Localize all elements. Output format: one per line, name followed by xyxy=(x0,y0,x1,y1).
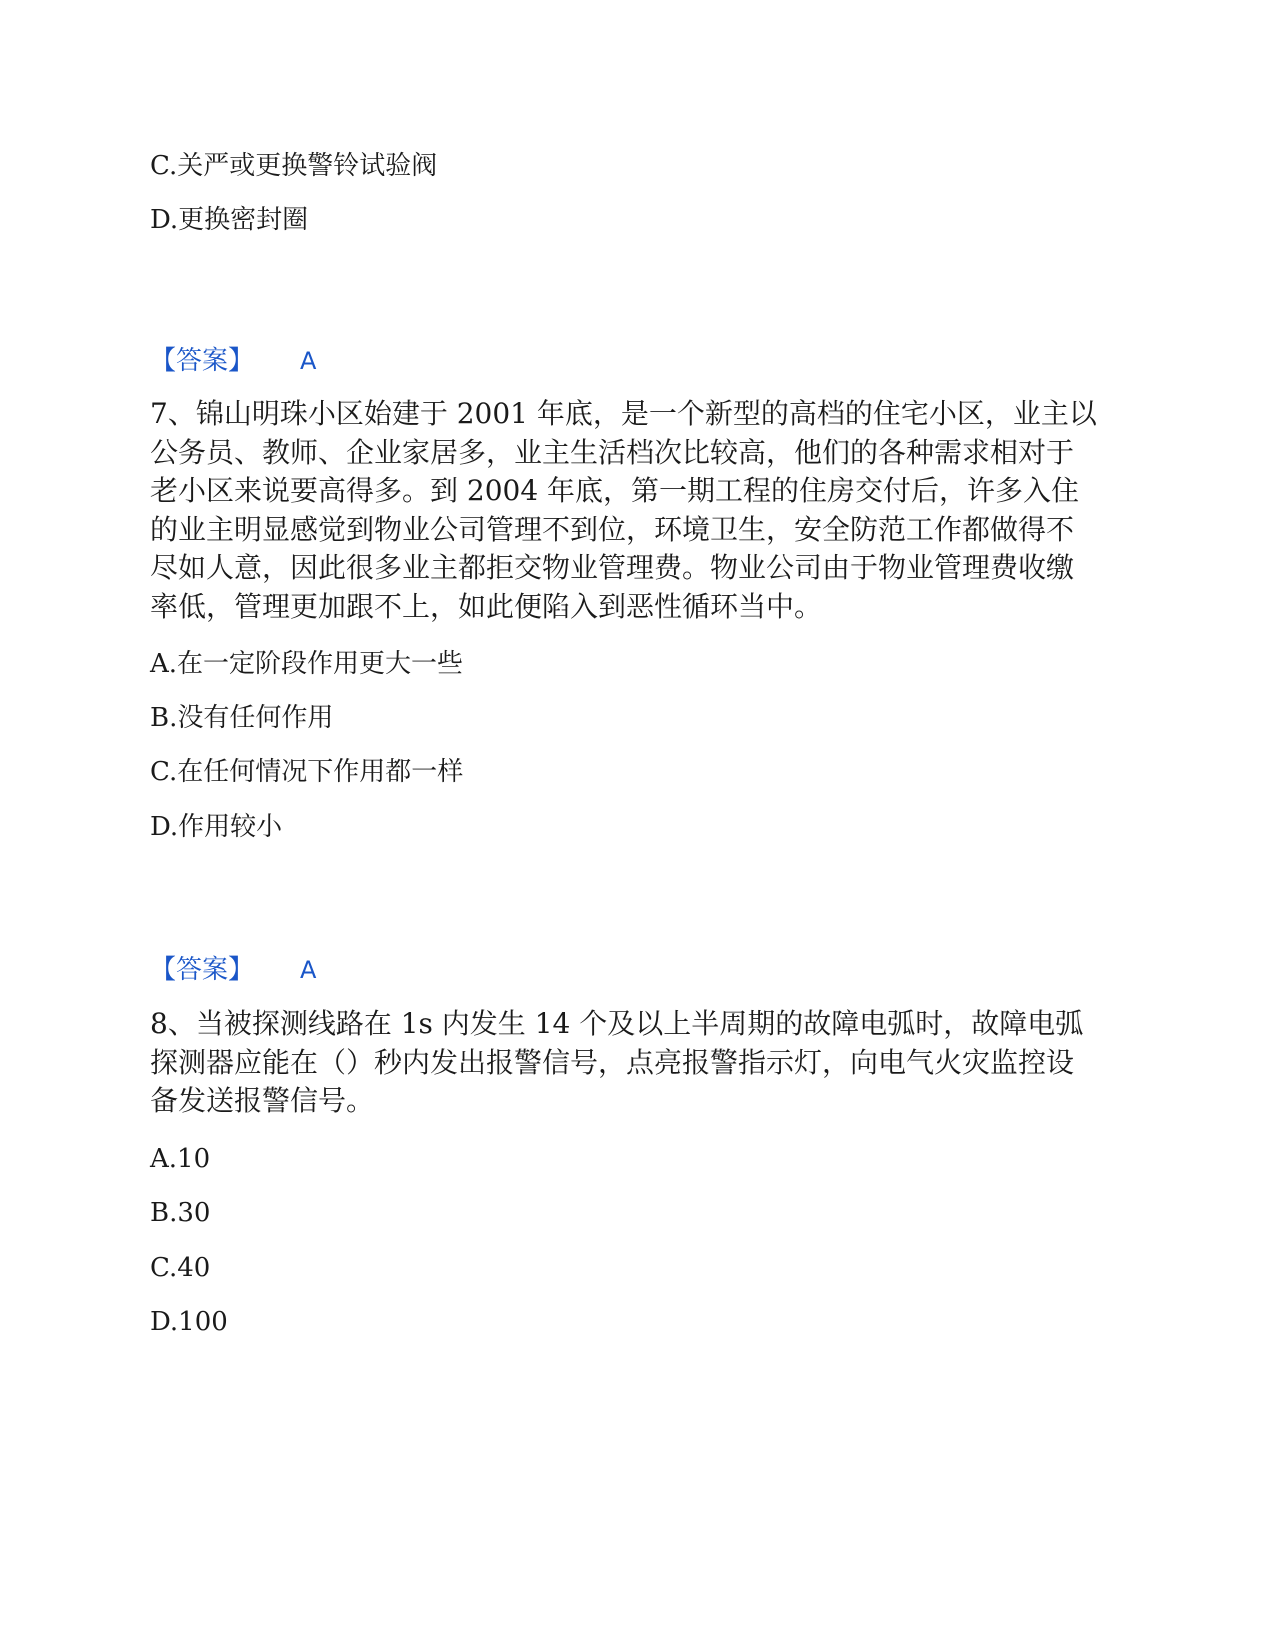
answer-label: 【答案】 xyxy=(150,346,255,376)
q7-line: 率低，管理更加跟不上，如此便陷入到恶性循环当中。 xyxy=(150,589,823,623)
answer-value: A xyxy=(300,347,317,375)
q6-option-d: D.更换密封圈 xyxy=(150,205,309,235)
answer-label: 【答案】 xyxy=(150,955,255,985)
q7-question-text xyxy=(150,395,1110,626)
answer-value: A xyxy=(300,956,317,984)
q6-option-c: C.关严或更换警铃试验阀 xyxy=(150,151,438,181)
q8-option-a: A.10 xyxy=(150,1144,211,1174)
q7-option-a: A.在一定阶段作用更大一些 xyxy=(150,649,464,679)
q7-option-c: C.在任何情况下作用都一样 xyxy=(150,757,464,787)
q8-option-c: C.40 xyxy=(150,1253,211,1283)
q8-question-text xyxy=(150,1005,1110,1121)
q8-line: 备发送报警信号。 xyxy=(150,1084,375,1117)
q7-line: 尽如人意，因此很多业主都拒交物业管理费。物业公司由于物业管理费收缴 xyxy=(150,551,1075,584)
q8-line: 探测器应能在（）秒内发出报警信号，点亮报警指示灯，向电气火灾监控设 xyxy=(150,1045,1075,1079)
q8-option-d: D.100 xyxy=(150,1307,228,1337)
q7-option-d: D.作用较小 xyxy=(150,812,283,842)
q7-line: 的业主明显感觉到物业公司管理不到位，环境卫生，安全防范工作都做得不 xyxy=(150,512,1075,546)
q7-answer xyxy=(150,951,316,989)
q8-line: 8、当被探测线路在 1s 内发生 14 个及以上半周期的故障电弧时，故障电弧 xyxy=(150,1007,1084,1040)
q7-line: 公务员、教师、企业家居多，业主生活档次比较高，他们的各种需求相对于 xyxy=(150,435,1075,469)
q8-option-b: B.30 xyxy=(150,1198,211,1228)
q7-line: 老小区来说要高得多。到 2004 年底，第一期工程的住房交付后，许多入住 xyxy=(150,474,1080,507)
q6-answer xyxy=(150,342,316,380)
q7-option-b: B.没有任何作用 xyxy=(150,703,334,733)
q7-line: 7、锦山明珠小区始建于 2001 年底，是一个新型的高档的住宅小区，业主以 xyxy=(150,397,1097,430)
